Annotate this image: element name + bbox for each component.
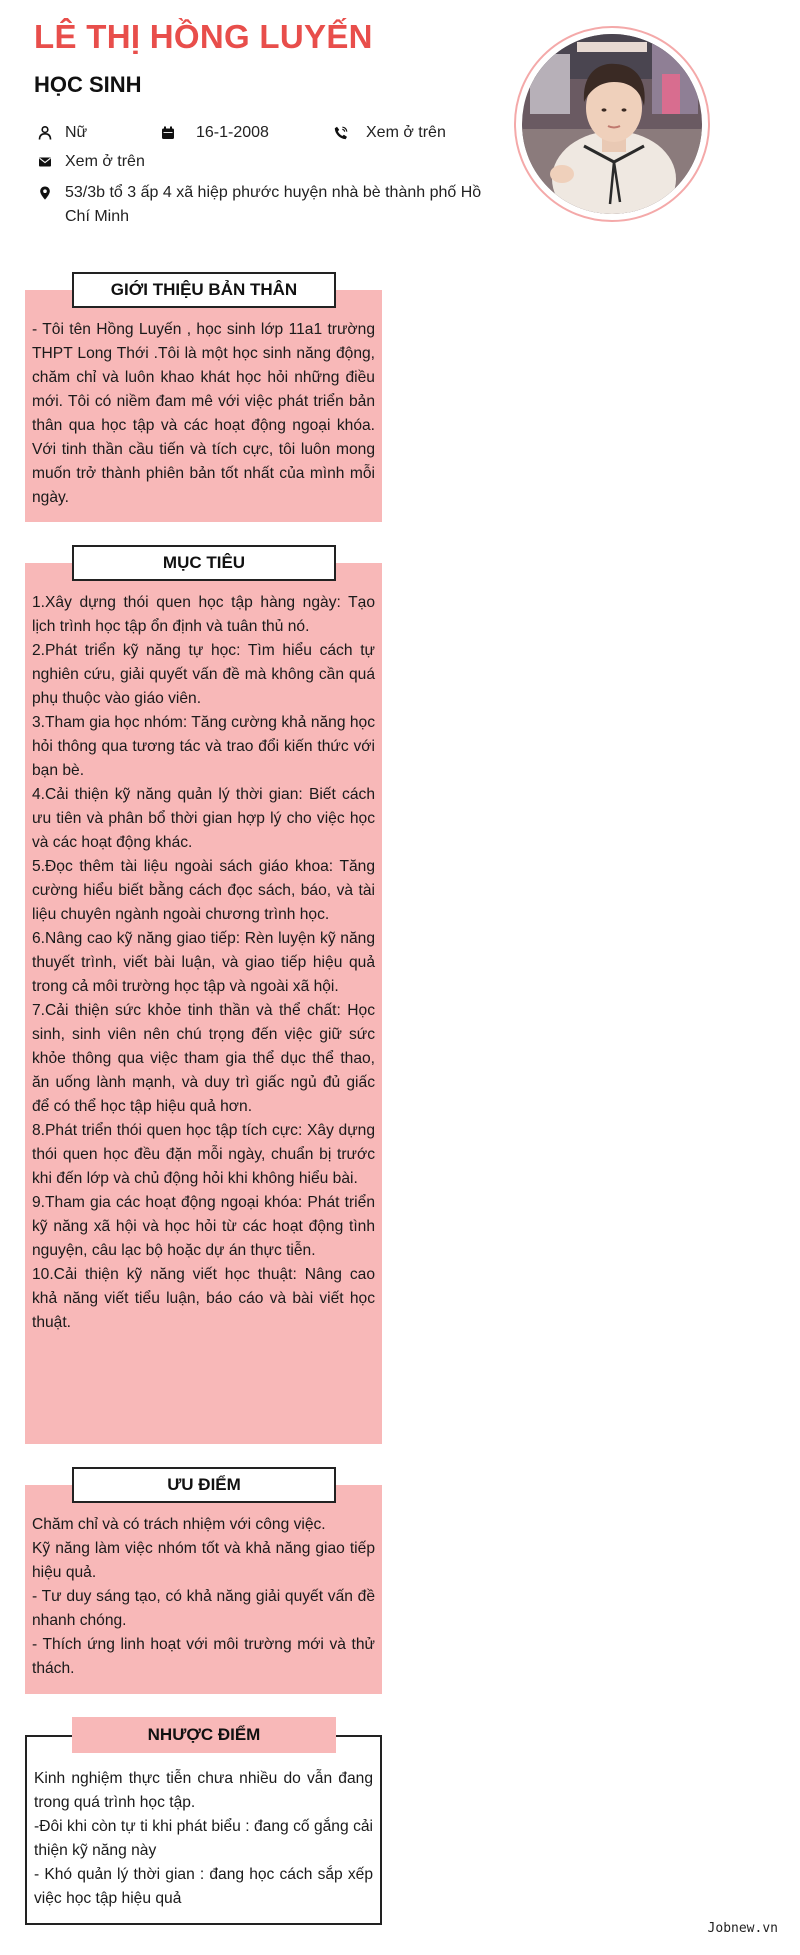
weaknesses-section-title: NHƯỢC ĐIỂM (72, 1717, 336, 1753)
envelope-icon (38, 155, 52, 169)
strength-item: - Tư duy sáng tạo, có khả năng giải quyết vấn đề nhanh chóng. (32, 1588, 375, 1629)
strength-item: Kỹ năng làm việc nhóm tốt và khả năng giao tiếp hiệu quả. (32, 1540, 375, 1581)
weakness-item: Kinh nghiệm thực tiễn chưa nhiều do vẫn đang trong quá trình học tập. (34, 1770, 373, 1811)
person-icon (38, 126, 52, 140)
goal-item: 7.Cải thiện sức khỏe tinh thần và thể chất: Học sinh, sinh viên nên chú trọng đến việc giữ sức khỏe thông qua việc tham gia thể dục thể thao, ăn uống lành mạnh, và duy trì giấc ngủ đủ giấc để có thể học tập hiệu quả hơn. (32, 1002, 375, 1115)
candidate-name: LÊ THỊ HỒNG LUYẾN (34, 18, 373, 55)
goal-item: 5.Đọc thêm tài liệu ngoài sách giáo khoa: Tăng cường hiểu biết bằng cách đọc sách, báo, và tài liệu chuyên ngành ngoài chương trình học. (32, 858, 375, 923)
weakness-item: -Đôi khi còn tự ti khi phát biểu : đang cố gắng cải thiện kỹ năng này (34, 1818, 373, 1859)
goals-section-title: MỤC TIÊU (72, 545, 336, 581)
strength-item: - Thích ứng linh hoạt với môi trường mới và thử thách. (32, 1636, 375, 1677)
goal-item: 9.Tham gia các hoạt động ngoại khóa: Phát triển kỹ năng xã hội và học hỏi từ các hoạt động tình nguyện, câu lạc bộ hoặc dự án thực tiễn. (32, 1194, 375, 1259)
footer-brand: Jobnew.vn (707, 1921, 778, 1936)
birthdate-value: 16-1-2008 (196, 124, 269, 141)
strengths-section-title: ƯU ĐIỂM (72, 1467, 336, 1503)
phone-icon (334, 126, 348, 140)
weakness-item: - Khó quản lý thời gian : đang học cách sắp xếp việc học tập hiệu quả (34, 1866, 373, 1907)
avatar (522, 34, 702, 214)
profile-photo (522, 34, 702, 214)
strengths-section (25, 1485, 382, 1694)
phone-value: Xem ở trên (366, 124, 446, 141)
birthdate-info (161, 124, 269, 142)
weaknesses-section (25, 1735, 382, 1925)
goal-item: 4.Cải thiện kỹ năng quản lý thời gian: Biết cách ưu tiên và phân bổ thời gian hợp lý cho việc học và các hoạt động khác. (32, 786, 375, 851)
avatar-frame (514, 26, 710, 222)
about-text: - Tôi tên Hồng Luyến , học sinh lớp 11a1 trường THPT Long Thới .Tôi là một học sinh năng động, chăm chỉ và luôn khao khát học hỏi những điều mới. Tôi có niềm đam mê với việc phát triển bản thân qua học tập và các hoạt động ngoại khóa. Với tinh thần cầu tiến và tích cực, tôi luôn mong muốn trở thành phiên bản tốt nhất của mình mỗi ngày. (32, 321, 375, 506)
goals-section (25, 563, 382, 1444)
goal-item: 8.Phát triển thói quen học tập tích cực: Xây dựng thói quen học đều đặn mỗi ngày, chuẩn bị trước khi đến lớp và chủ động hỏi khi không hiểu bài. (32, 1122, 375, 1187)
strength-item: Chăm chỉ và có trách nhiệm với công việc. (32, 1516, 326, 1533)
email-info (38, 153, 145, 171)
goal-item: 2.Phát triển kỹ năng tự học: Tìm hiểu cách tự nghiên cứu, giải quyết vấn đề mà không cần quá phụ thuộc vào giáo viên. (32, 642, 375, 707)
about-section-title: GIỚI THIỆU BẢN THÂN (72, 272, 336, 308)
gender-info (38, 124, 87, 142)
address-info (38, 181, 488, 229)
goal-item: 1.Xây dựng thói quen học tập hàng ngày: Tạo lịch trình học tập ổn định và tuân thủ nó. (32, 594, 375, 635)
phone-info (334, 124, 446, 142)
goal-item: 10.Cải thiện kỹ năng viết học thuật: Nâng cao khả năng viết tiểu luận, báo cáo và bài viết học thuật. (32, 1266, 375, 1331)
email-value: Xem ở trên (65, 153, 145, 170)
goal-item: 3.Tham gia học nhóm: Tăng cường khả năng học hỏi thông qua tương tác và trao đổi kiến thức với bạn bè. (32, 714, 375, 779)
about-section (25, 290, 382, 522)
address-value: 53/3b tổ 3 ấp 4 xã hiệp phước huyện nhà bè thành phố Hồ Chí Minh (65, 184, 482, 225)
goal-item: 6.Nâng cao kỹ năng giao tiếp: Rèn luyện kỹ năng thuyết trình, viết bài luận, và giao tiếp hiệu quả trong cả môi trường học tập và ngoài xã hội. (32, 930, 375, 995)
location-pin-icon (38, 186, 52, 200)
gender-value: Nữ (65, 124, 88, 141)
calendar-icon (161, 126, 175, 140)
candidate-role: HỌC SINH (34, 72, 142, 97)
